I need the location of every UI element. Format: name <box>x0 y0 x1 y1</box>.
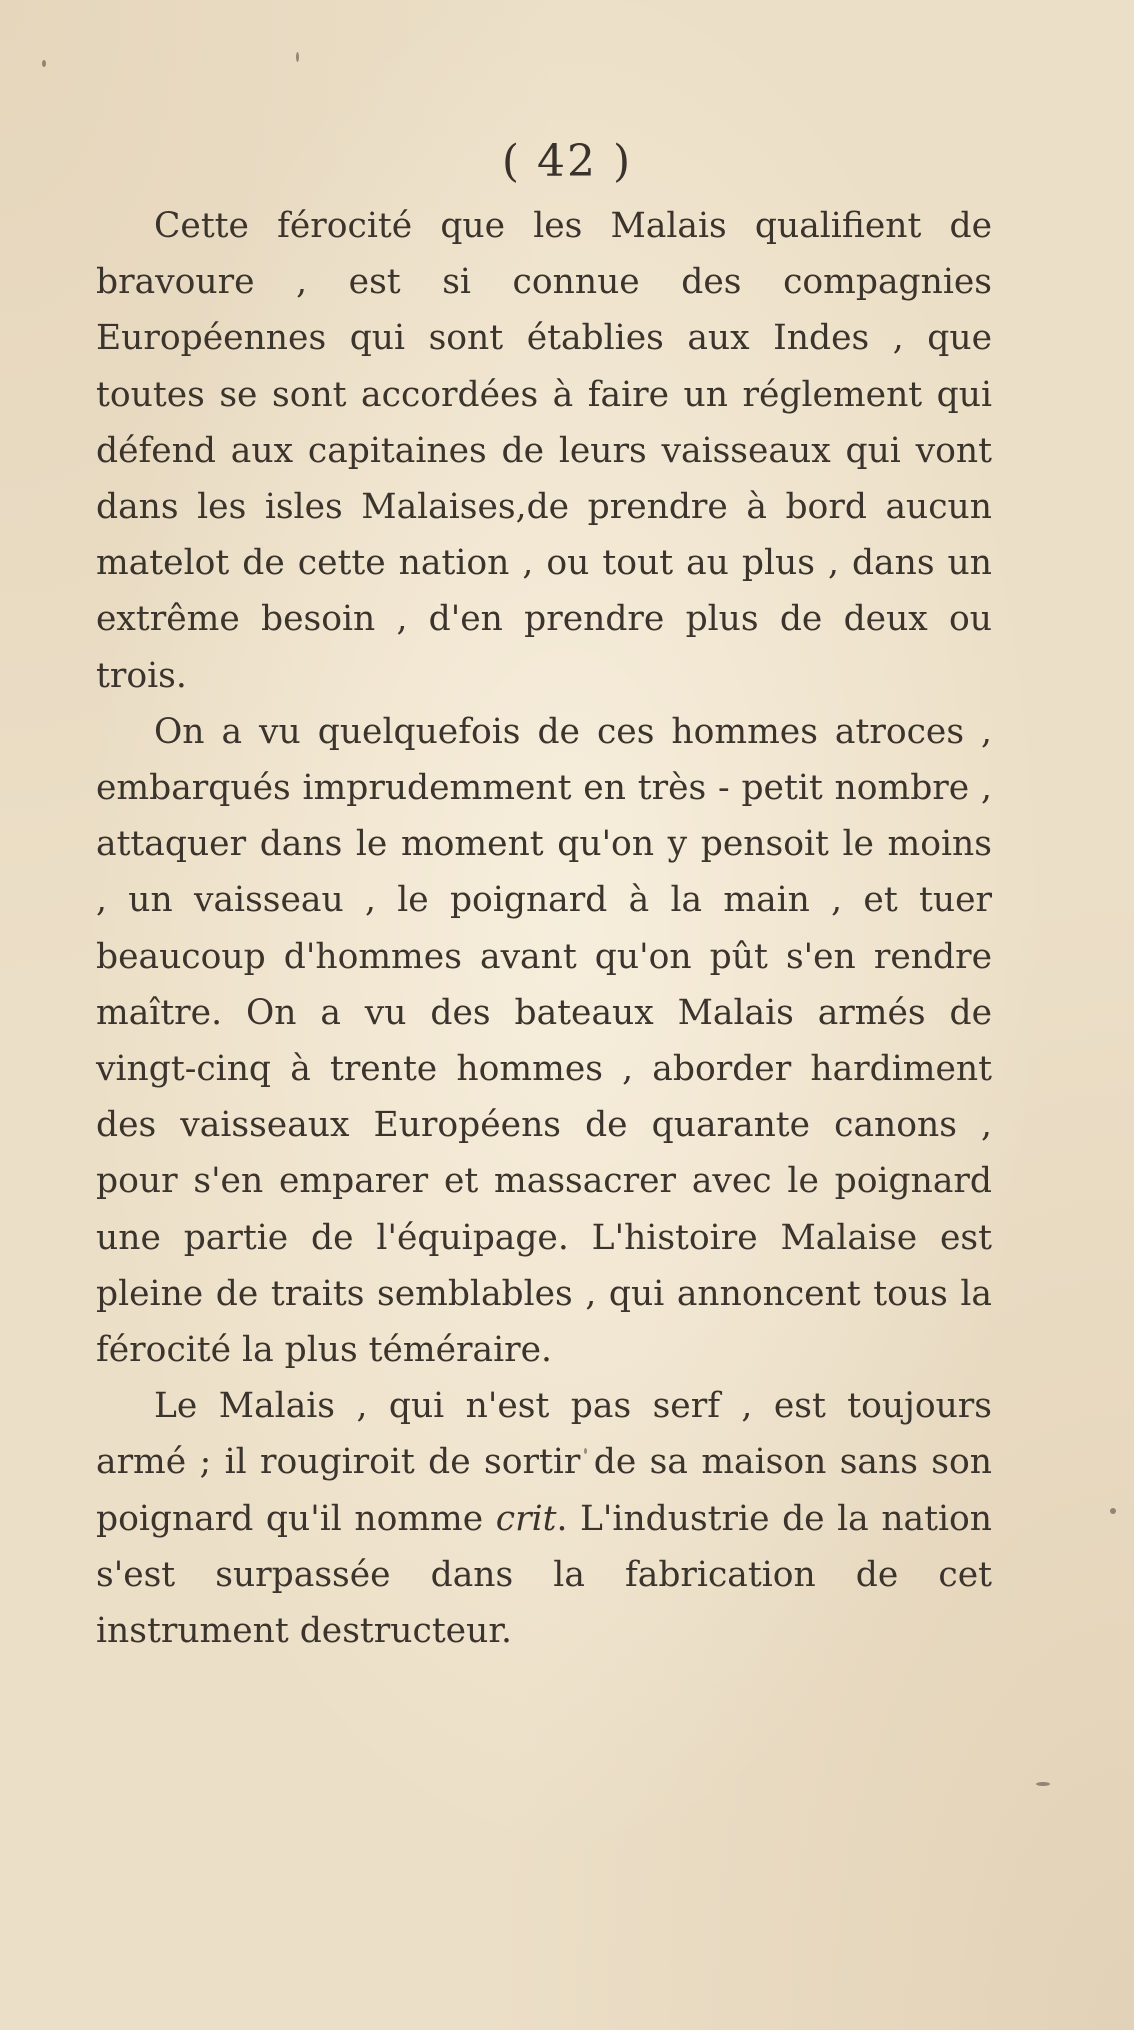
paragraph-3 <box>96 1378 992 1659</box>
paragraph-3-text-start: Le Malais , qui n'est pas serf , est toujours armé ; il rougiroit de sortir de sa maison sans son poignard qu'il nomme <box>96 1386 992 1539</box>
body-text <box>96 198 992 1659</box>
paragraph-1: Cette férocité que les Malais qualifient de bravoure , est si connue des compagnies Européennes qui sont établies aux Indes , que toutes se sont accordées à faire un réglement qui défend aux capitaines de leurs vaisseaux qui vont dans les isles Malaises,de prendre à bord aucun matelot de cette nation , ou tout au plus , dans un extrême besoin , d'en prendre plus de deux ou trois. <box>96 206 992 696</box>
page-number: ( 42 ) <box>501 136 633 187</box>
paper-speck <box>1036 1782 1050 1786</box>
paragraph-2: On a vu quelquefois de ces hommes atroces , embarqués imprudemment en très - petit nombre , attaquer dans le moment qu'on y pensoit le moins , un vaisseau , le poignard à la main , et tuer beaucoup d'hommes avant qu'on pût s'en rendre maître. On a vu des bateaux Malais armés de vingt-cinq à trente hommes , aborder hardiment des vaisseaux Européens de quarante canons , pour s'en emparer et massacrer avec le poignard une partie de l'équipage. L'histoire Malaise est pleine de traits semblables , qui annoncent tous la férocité la plus téméraire. <box>96 711 992 1371</box>
paragraph-3-text-end: . L'industrie de la nation s'est surpassée dans la fabrication de cet instrument destructeur. <box>96 1498 992 1652</box>
paper-speck <box>1110 1508 1116 1514</box>
paper-speck <box>42 60 46 67</box>
paper-speck <box>296 52 299 62</box>
emphasized-word-crit: crit <box>495 1498 557 1539</box>
